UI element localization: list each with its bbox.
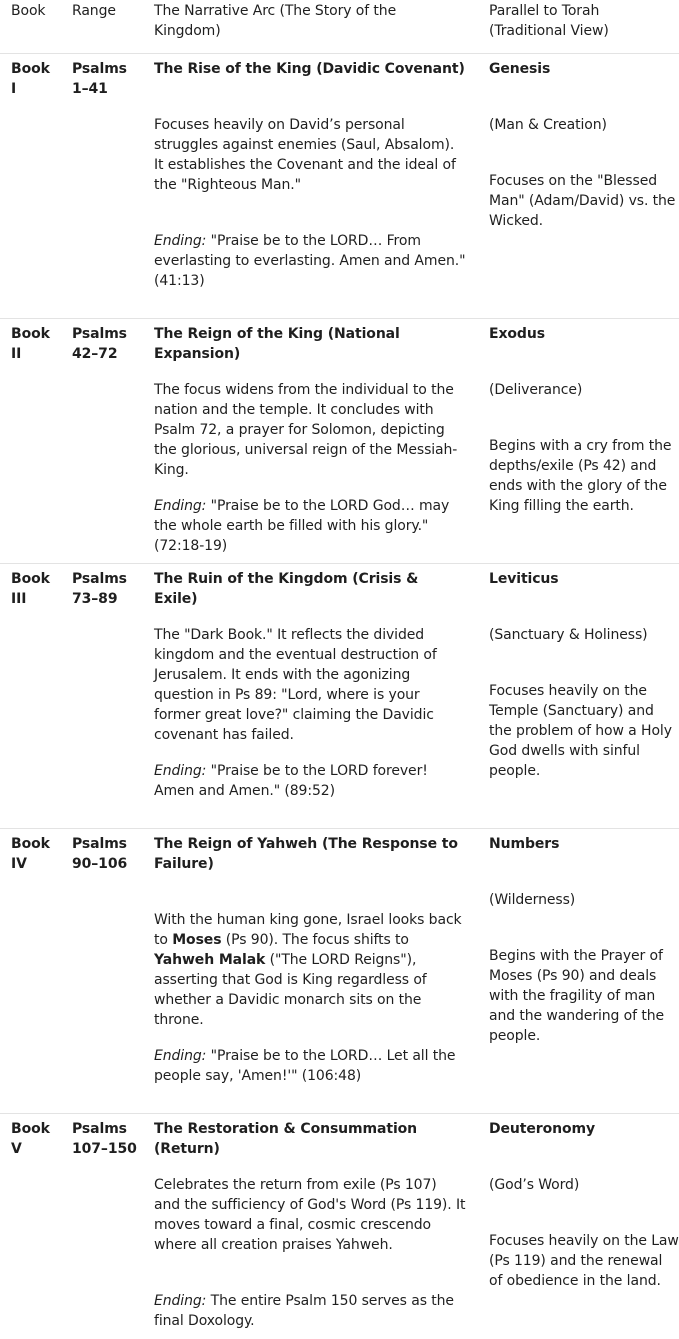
range-cell — [72, 569, 148, 609]
table-row — [0, 318, 679, 563]
arc-description — [154, 910, 466, 1030]
range-label: Psalms — [72, 326, 127, 342]
torah-cell — [489, 834, 679, 1044]
arc-cell — [154, 1119, 466, 1329]
ending-label: Ending: — [154, 1048, 207, 1064]
range-value: 1–41 — [72, 81, 108, 97]
torah-subtitle: (Sanctuary & Holiness) — [489, 627, 648, 643]
torah-description: Focuses on the "Blessed Man" (Adam/David) vs. the Wicked. — [489, 173, 676, 229]
range-label: Psalms — [72, 571, 127, 587]
arc-cell — [154, 834, 466, 1084]
arc-text: ("The LORD Reigns"), asserting that God is King regardless of whether a Davidic monarch sits on the throne. — [154, 952, 427, 1028]
book-cell — [11, 1119, 67, 1159]
ending-text: "Praise be to the LORD forever! Amen and Amen." (89:52) — [154, 763, 428, 799]
torah-title: Numbers — [489, 836, 560, 852]
ending-text: "Praise be to the LORD… From everlasting to everlasting. Amen and Amen." (41:13) — [154, 233, 466, 289]
torah-subtitle: (Man & Creation) — [489, 117, 607, 133]
torah-cell — [489, 1119, 679, 1289]
range-cell — [72, 59, 148, 99]
ending-text: "Praise be to the LORD… Let all the people say, 'Amen!'" (106:48) — [154, 1048, 456, 1084]
torah-subtitle: (Wilderness) — [489, 892, 576, 908]
book-number: IV — [11, 856, 27, 872]
header-arc: The Narrative Arc (The Story of the Kingdom) — [154, 3, 397, 39]
arc-description: The focus widens from the individual to the nation and the temple. It concludes with Psalm 72, a prayer for Solomon, depicting the glorious, universal reign of the Messiah-King. — [154, 382, 458, 478]
torah-title: Exodus — [489, 326, 545, 342]
torah-subtitle: (Deliverance) — [489, 382, 583, 398]
book-number: III — [11, 591, 27, 607]
book-label: Book — [11, 1121, 50, 1137]
range-label: Psalms — [72, 836, 127, 852]
book-label: Book — [11, 836, 50, 852]
header-range: Range — [72, 3, 116, 19]
arc-ending — [154, 761, 466, 801]
book-cell — [11, 59, 67, 99]
table-row — [0, 53, 679, 318]
table-row — [0, 828, 679, 1113]
arc-title: The Ruin of the Kingdom (Crisis & Exile) — [154, 571, 419, 607]
ending-label: Ending: — [154, 233, 207, 249]
range-value: 90–106 — [72, 856, 128, 872]
arc-title: The Restoration & Consummation (Return) — [154, 1121, 418, 1157]
arc-ending — [154, 496, 466, 556]
torah-title: Genesis — [489, 61, 551, 77]
torah-cell — [489, 324, 679, 514]
table-header — [0, 0, 679, 53]
table-row — [0, 1113, 679, 1339]
ending-label: Ending: — [154, 763, 207, 779]
torah-title: Deuteronomy — [489, 1121, 595, 1137]
arc-text: With the human king gone, Israel looks back to — [154, 912, 462, 948]
arc-emphasis: Moses — [172, 932, 222, 948]
arc-title: The Rise of the King (Davidic Covenant) — [154, 61, 465, 77]
torah-description: Focuses heavily on the Temple (Sanctuary) and the problem of how a Holy God dwells with sinful people. — [489, 683, 672, 779]
ending-text: "Praise be to the LORD God… may the whole earth be filled with his glory." (72:18-19) — [154, 498, 450, 554]
range-value: 107–150 — [72, 1141, 137, 1157]
book-label: Book — [11, 571, 50, 587]
torah-cell — [489, 569, 679, 779]
torah-description: Begins with a cry from the depths/exile (Ps 42) and ends with the glory of the King filling the earth. — [489, 438, 672, 514]
range-value: 42–72 — [72, 346, 118, 362]
range-cell — [72, 324, 148, 364]
arc-text: (Ps 90). The focus shifts to — [221, 932, 409, 948]
book-label: Book — [11, 61, 50, 77]
arc-description: The "Dark Book." It reflects the divided kingdom and the eventual destruction of Jerusalem. It ends with the agonizing question in Ps 89: "Lord, where is your former great love?" claiming the Davidic covenant has failed. — [154, 627, 437, 743]
book-number: I — [11, 81, 17, 97]
header-torah: Parallel to Torah (Traditional View) — [489, 3, 609, 39]
arc-description: Focuses heavily on David’s personal struggles against enemies (Saul, Absalom). It establishes the Covenant and the ideal of the "Righteous Man." — [154, 117, 456, 193]
arc-emphasis: Yahweh Malak — [154, 952, 266, 968]
torah-description: Begins with the Prayer of Moses (Ps 90) and deals with the fragility of man and the wandering of the people. — [489, 948, 664, 1044]
arc-cell — [154, 569, 466, 799]
arc-ending — [154, 1046, 466, 1086]
range-label: Psalms — [72, 1121, 127, 1137]
torah-title: Leviticus — [489, 571, 559, 587]
ending-text: The entire Psalm 150 serves as the final Doxology. — [154, 1293, 454, 1329]
torah-cell — [489, 59, 679, 229]
arc-description: Celebrates the return from exile (Ps 107) and the sufficiency of God's Word (Ps 119). It moves toward a final, cosmic crescendo where all creation praises Yahweh. — [154, 1177, 466, 1253]
arc-cell — [154, 59, 466, 289]
header-book: Book — [11, 3, 46, 19]
range-label: Psalms — [72, 61, 127, 77]
book-number: II — [11, 346, 22, 362]
range-value: 73–89 — [72, 591, 118, 607]
torah-description: Focuses heavily on the Law (Ps 119) and the renewal of obedience in the land. — [489, 1233, 679, 1289]
arc-ending — [154, 1291, 466, 1331]
book-number: V — [11, 1141, 22, 1157]
book-cell — [11, 569, 67, 609]
arc-cell — [154, 324, 466, 554]
range-cell — [72, 1119, 148, 1159]
arc-title: The Reign of the King (National Expansion) — [154, 326, 400, 362]
book-label: Book — [11, 326, 50, 342]
arc-title: The Reign of Yahweh (The Response to Failure) — [154, 836, 458, 872]
book-cell — [11, 324, 67, 364]
range-cell — [72, 834, 148, 874]
torah-subtitle: (God’s Word) — [489, 1177, 580, 1193]
ending-label: Ending: — [154, 498, 207, 514]
ending-label: Ending: — [154, 1293, 207, 1309]
table-row — [0, 563, 679, 828]
arc-ending — [154, 231, 466, 291]
book-cell — [11, 834, 67, 874]
